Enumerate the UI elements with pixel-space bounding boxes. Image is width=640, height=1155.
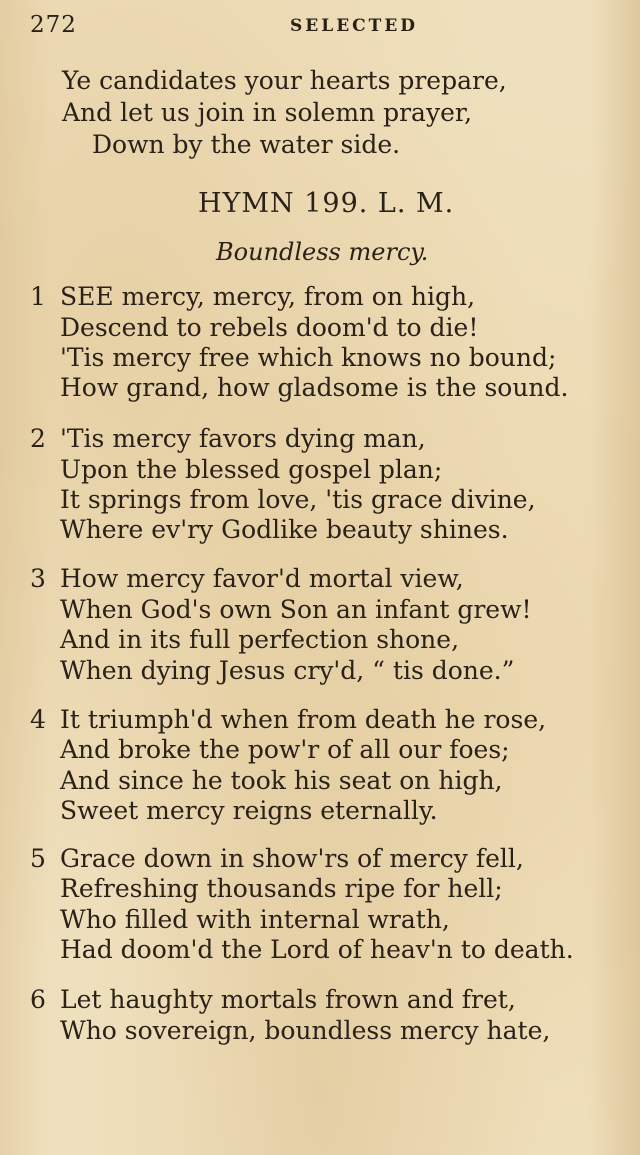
- verse-line: When dying Jesus cry'd, “ tis done.”: [60, 656, 515, 685]
- verse-number: 3: [30, 564, 46, 593]
- verse-number: 5: [30, 844, 46, 873]
- hymn-subtitle: Boundless mercy.: [216, 238, 429, 266]
- hymn-title: HYMN 199. L. M.: [198, 188, 455, 219]
- page-number: 272: [30, 12, 77, 38]
- verse-line: Had doom'd the Lord of heav'n to death.: [60, 935, 574, 964]
- running-head: SELECTED: [290, 16, 419, 36]
- verse-line: 'Tis mercy free which knows no bound;: [60, 343, 557, 372]
- verse-line: It triumph'd when from death he rose,: [60, 705, 547, 734]
- verse-line: 'Tis mercy favors dying man,: [60, 424, 426, 453]
- verse-line: When God's own Son an infant grew!: [60, 595, 532, 624]
- verse-line: Let haughty mortals frown and fret,: [60, 985, 516, 1014]
- verse-line: SEE mercy, mercy, from on high,: [60, 282, 476, 311]
- verse-number: 6: [30, 985, 46, 1014]
- page-header: [30, 12, 610, 42]
- verse-line: And since he took his seat on high,: [60, 766, 503, 795]
- verse-line: Refreshing thousands ripe for hell;: [60, 874, 503, 903]
- verse-line: Who sovereign, boundless mercy hate,: [60, 1016, 551, 1045]
- continuation-line: Down by the water side.: [92, 130, 401, 159]
- verse-line: It springs from love, 'tis grace divine,: [60, 485, 536, 514]
- verse-number: 1: [30, 282, 46, 311]
- verse-number: 4: [30, 705, 46, 734]
- verse-line: Where ev'ry Godlike beauty shines.: [60, 515, 509, 544]
- verse-line: Sweet mercy reigns eternally.: [60, 796, 438, 825]
- verse-line: And in its full perfection shone,: [60, 625, 460, 654]
- continuation-line: Ye candidates your hearts prepare,: [62, 66, 507, 95]
- verse-line: How mercy favor'd mortal view,: [60, 564, 464, 593]
- verse-line: Upon the blessed gospel plan;: [60, 455, 443, 484]
- continuation-line: And let us join in solemn prayer,: [62, 98, 473, 127]
- verse-line: And broke the pow'r of all our foes;: [60, 735, 510, 764]
- verse-line: Descend to rebels doom'd to die!: [60, 313, 479, 342]
- verse-line: How grand, how gladsome is the sound.: [60, 373, 569, 402]
- verse-number: 2: [30, 424, 46, 453]
- verse-line: Who filled with internal wrath,: [60, 905, 450, 934]
- verse-line: Grace down in show'rs of mercy fell,: [60, 844, 524, 873]
